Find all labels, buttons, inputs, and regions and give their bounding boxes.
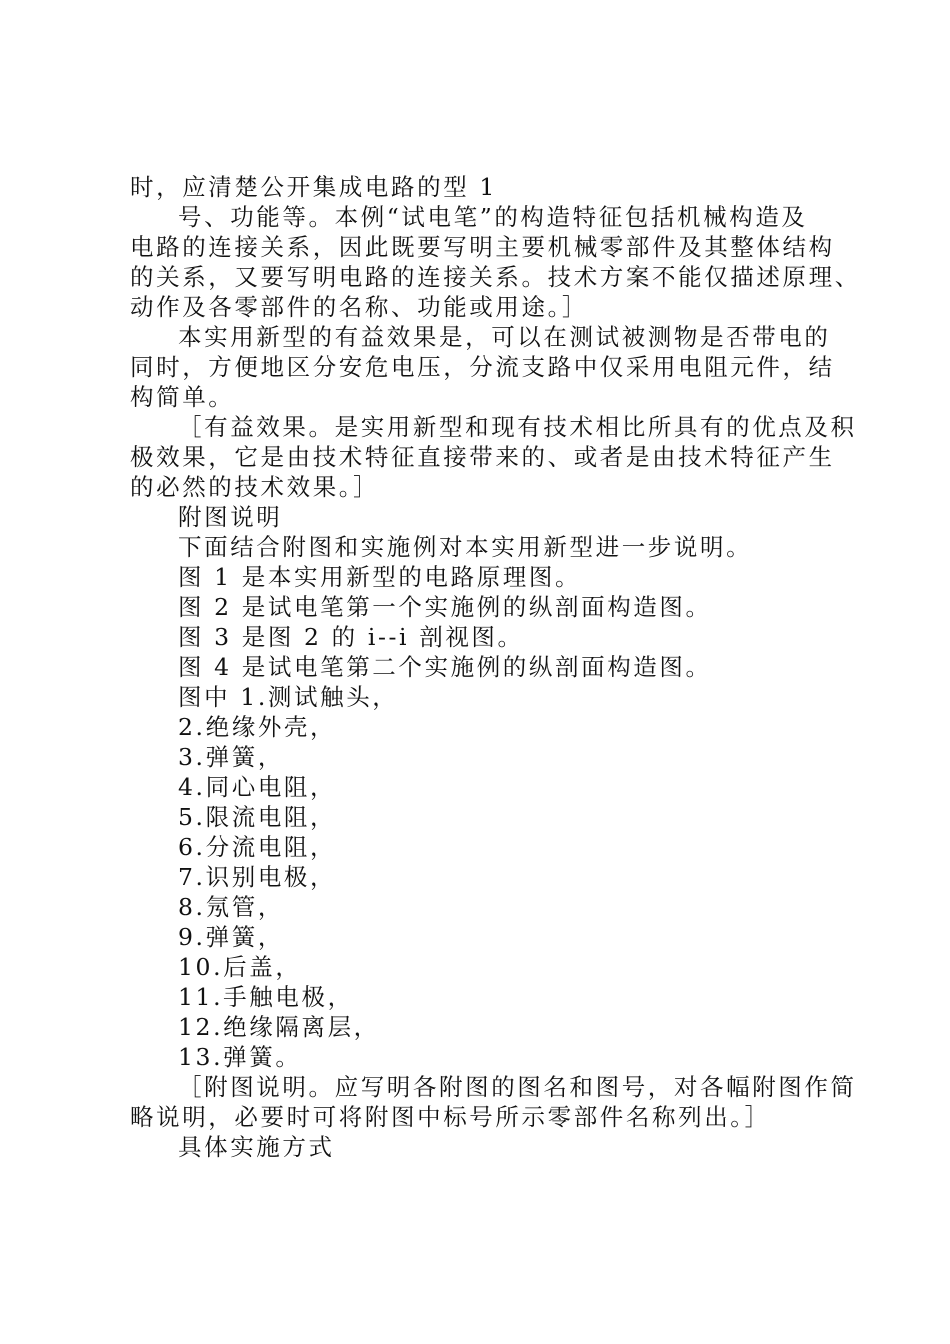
text-line: 13.弹簧。	[178, 1043, 302, 1071]
text-line: 的关系，又要写明电路的连接关系。技术方案不能仅描述原理、	[130, 263, 861, 291]
text-line: 12.绝缘隔离层，	[178, 1013, 380, 1041]
text-line: 5.限流电阻，	[178, 803, 337, 831]
text-line: 的必然的技术效果。］	[130, 473, 380, 501]
text-line: 4.同心电阻，	[178, 773, 337, 801]
text-line: 10.后盖，	[178, 953, 302, 981]
text-line: ［附图说明。应写明各附图的图名和图号，对各幅附图作简	[178, 1073, 857, 1101]
text-line: 同时，方便地区分安危电压，分流支路中仅采用电阻元件，结	[130, 353, 835, 381]
text-line: 7.识别电极，	[178, 863, 337, 891]
text-line: 本实用新型的有益效果是，可以在测试被测物是否带电的	[178, 323, 831, 351]
text-line: 略说明，必要时可将附图中标号所示零部件名称列出。］	[130, 1103, 771, 1131]
text-line: 图 3 是图 2 的 i--i 剖视图。	[178, 623, 524, 651]
text-line: 图 2 是试电笔第一个实施例的纵剖面构造图。	[178, 593, 712, 621]
text-line: 图中 1.测试触头，	[178, 683, 399, 711]
text-line: 2.绝缘外壳，	[178, 713, 337, 741]
text-line: 号、功能等。本例“试电笔”的构造特征包括机械构造及	[178, 203, 808, 231]
text-line: 电路的连接关系，因此既要写明主要机械零部件及其整体结构	[130, 233, 835, 261]
text-line: 具体实施方式	[178, 1133, 335, 1161]
text-line: 图 1 是本实用新型的电路原理图。	[178, 563, 582, 591]
document-page	[130, 172, 861, 1162]
text-line: 极效果，它是由技术特征直接带来的、或者是由技术特征产生	[130, 443, 835, 471]
text-line: 3.弹簧，	[178, 743, 284, 771]
text-line: 8.氖管，	[178, 893, 284, 921]
text-line: 时，应清楚公开集成电路的型 1	[130, 173, 497, 201]
text-line: 图 4 是试电笔第二个实施例的纵剖面构造图。	[178, 653, 712, 681]
text-line: ［有益效果。是实用新型和现有技术相比所具有的优点及积	[178, 413, 857, 441]
document-body	[130, 172, 861, 1162]
text-line: 11.手触电极，	[178, 983, 354, 1011]
text-line: 下面结合附图和实施例对本实用新型进一步说明。	[178, 533, 753, 561]
text-line: 附图说明	[178, 503, 283, 531]
text-line: 构简单。	[130, 383, 235, 411]
text-line: 9.弹簧，	[178, 923, 284, 951]
text-line: 6.分流电阻，	[178, 833, 337, 861]
text-line: 动作及各零部件的名称、功能或用途。］	[130, 293, 589, 321]
